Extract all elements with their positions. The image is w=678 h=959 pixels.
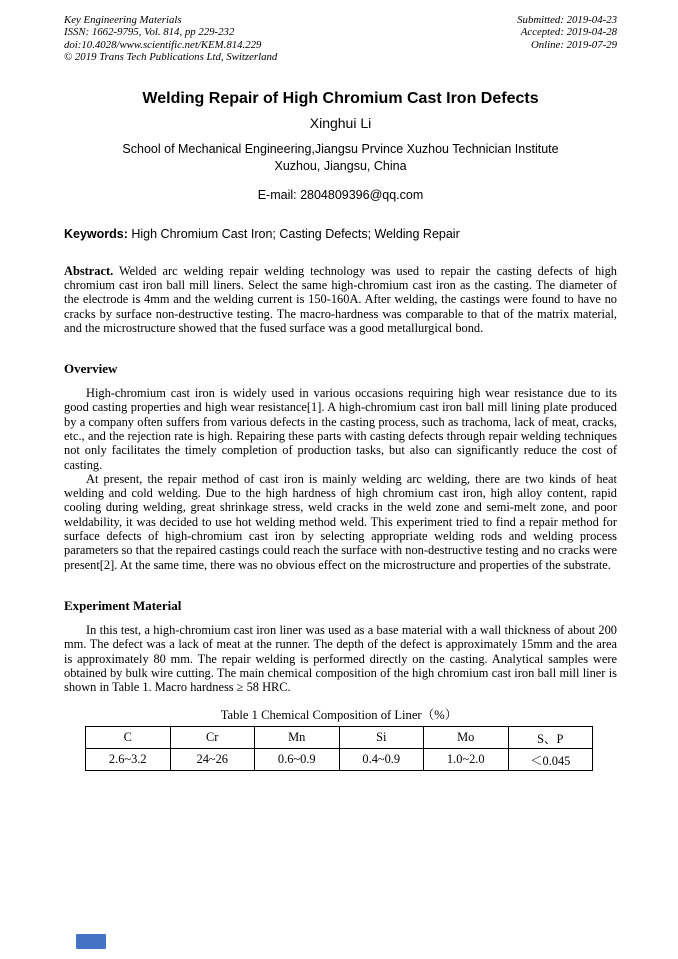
journal-info [64,14,277,64]
journal-header [64,14,617,64]
accepted-date: Accepted: 2019-04-28 [520,26,617,39]
table-caption: Table 1 Chemical Composition of Liner（%） [220,708,458,723]
section-heading-overview: Overview [64,361,118,377]
table-header-row [86,727,593,749]
keywords-text: High Chromium Cast Iron; Casting Defects; Welding Repair [127,226,460,241]
section-heading-experiment-material: Experiment Material [64,597,182,613]
keywords-label: Keywords: [64,226,128,241]
journal-doi: doi:10.4028/www.scientific.net/KEM.814.229 [64,38,262,51]
overview-paragraph-1: High-chromium cast iron is widely used in various occasions requiring high wear resistance due to its good casting properties and high wear resistance[1]. A high-chromium cast iron ball mill lining plate produced by a company often suffers from various defects in the casting process, such as trachoma, lack of meat, cracks, etc., and the rejection rate is high. Repairing these parts with casting defects through repair welding techniques not only facilitates the timely completion of production tasks, but also can significantly reduce the cost of casting. [64,386,617,472]
affiliation-line-1: School of Mechanical Engineering,Jiangsu Prvince Xuzhou Technician Institute [122,141,559,156]
table-cell: 1.0~2.0 [424,749,509,771]
table-header-cell: Cr [170,727,255,749]
table-header-cell: Mo [424,727,509,749]
page-title: Welding Repair of High Chromium Cast Iron Defects [142,89,539,107]
journal-issn-volume: ISSN: 1662-9795, Vol. 814, pp 229-232 [64,26,235,39]
table-cell: 0.4~0.9 [339,749,424,771]
table-cell: 24~26 [170,749,255,771]
footer-blue-marker [76,934,106,949]
overview-paragraph-2: At present, the repair method of cast iron is mainly welding arc welding, there are two kinds of heat welding and cold welding. Due to the high hardness of high chromium cast iron, high alloy content, rapid cooling during welding, great shrinkage stress, weld cracks in the weld zone and semi-melt zone, and poor weldability, it was decided to use hot welding method weld. This experiment tried to find a repair method for surface defects of high-chromium cast iron by selecting appropriate welding rods and welding process parameters so that the repaired castings could reach the surface with non-destructive testing and no cracks were present[2]. At the same time, there was no obvious effect on the microstructure and properties of the substrate. [64,471,617,572]
table-row [86,749,593,771]
journal-copyright: © 2019 Trans Tech Publications Ltd, Switzerland [64,51,278,64]
affiliation-line-2: Xuzhou, Jiangsu, China [274,158,407,173]
journal-name: Key Engineering Materials [64,14,182,26]
abstract-paragraph [64,264,617,335]
table-cell: ＜0.045 [508,749,593,771]
table-cell: 2.6~3.2 [86,749,171,771]
abstract-text: Welded arc welding repair welding technology was used to repair the casting defects of high chromium cast iron ball mill liners. Select the same high-chromium cast iron as the casting. The diameter of the electrode is 4mm and the welding current is 150-160A. After welding, the castings were found to have no cracks by surface non-destructive testing. The macro-hardness was comparable to that of the matrix material, and the microstructure showed that the fused surface was a good metallurgical bond. [64,263,617,335]
table-header-cell: C [86,727,171,749]
chemical-composition-table [85,726,593,771]
submitted-date: Submitted: 2019-04-23 [517,14,617,26]
online-date: Online: 2019-07-29 [530,38,617,51]
table-cell: 0.6~0.9 [255,749,340,771]
table-header-cell: Si [339,727,424,749]
email-line: E-mail: 2804809396@qq.com [257,187,424,202]
abstract-label: Abstract. [64,263,114,278]
keywords-line [64,227,617,241]
author-name: Xinghui Li [309,114,372,131]
table-header-cell: S、P [508,727,593,749]
submission-dates [517,14,617,64]
affiliation [64,141,617,175]
table-header-cell: Mn [255,727,340,749]
experiment-material-paragraph: In this test, a high-chromium cast iron liner was used as a base material with a wall thickness of about 200 mm. The defect was a lack of meat at the runner. The depth of the defect is approximately 15mm and the area is approximately 80 mm. The repair welding is performed directly on the casting. Analytical samples were obtained by bulk wire cutting. The main chemical composition of the high chromium cast iron ball mill liner is shown in Table 1. Macro hardness ≥ 58 HRC. [64,622,617,695]
